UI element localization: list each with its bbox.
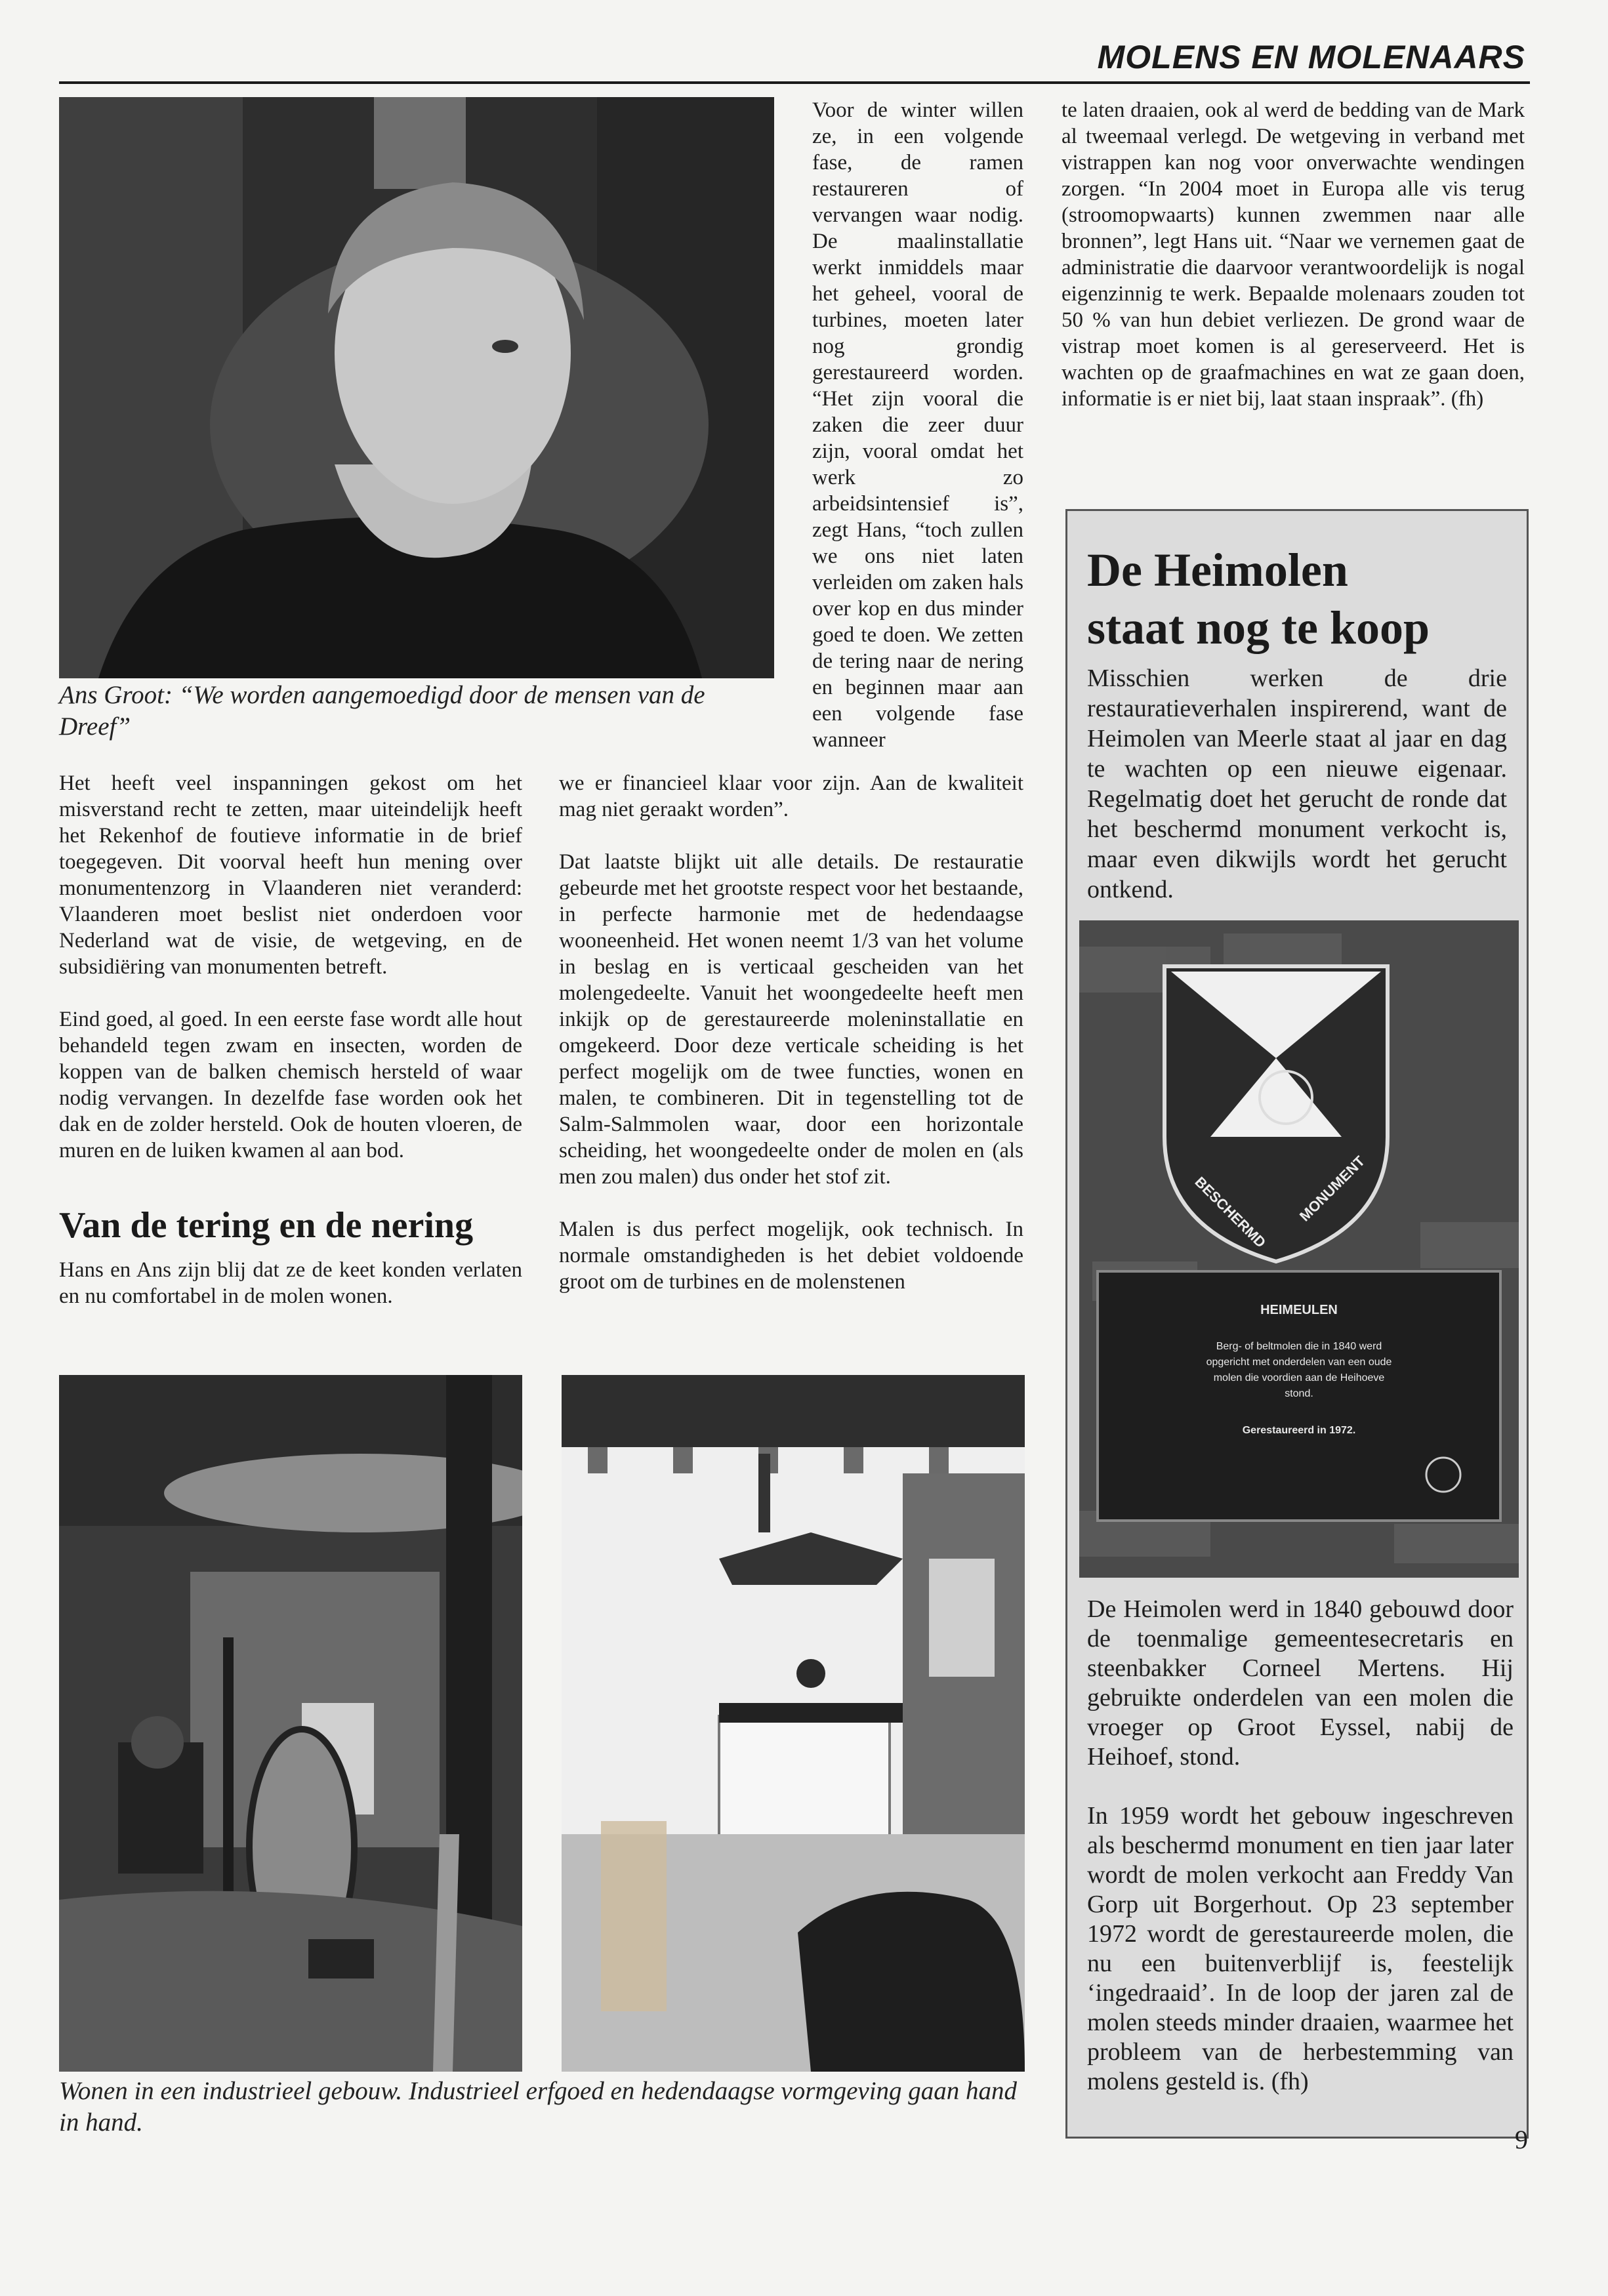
sidebar-title-line: staat nog te koop <box>1087 602 1430 654</box>
paragraph: Hans en Ans zijn blij dat ze de keet konden verlaten en nu comfortabel in de molen wonen. <box>59 1258 522 1308</box>
paragraph: Malen is dus perfect mogelijk, ook technisch. In normale omstandigheden is het debiet voldoende groot om de turbines en de molenstenen <box>559 1218 1023 1294</box>
portrait-caption: Ans Groot: “We worden aangemoedigd door de mensen van de Dreef” <box>59 681 705 741</box>
sign-line: stond. <box>1285 1388 1313 1399</box>
paragraph: In 1959 wordt het gebouw ingeschreven als beschermd monument en tien jaar later wordt de molen verkocht aan Freddy Van Gorp uit Borgerhout. Op 23 september 1972 wordt de gerestaureerde molen, die nu een buitenverblijf is, feestelijk ‘ingedraaid’. In de loop der jaren zal de molen steeds minder draaien, waarmee het probleem van de herbestemming van molens gesteld is. (fh) <box>1087 1802 1514 2095</box>
sign-line: molen die voordien aan de Heihoeve <box>1213 1372 1385 1384</box>
sidebar-title <box>1087 541 1430 657</box>
subheading: Van de tering en de nering <box>59 1205 474 1246</box>
header-rule <box>59 81 1530 84</box>
portrait-photo <box>59 97 774 678</box>
shield-text-right: MONUMENT <box>1296 1153 1369 1225</box>
section-title: MOLENS EN MOLENAARS <box>1097 39 1525 75</box>
column-left-top <box>59 770 522 1164</box>
shield-text-left: BESCHERMD <box>1191 1173 1269 1251</box>
paragraph: te laten draaien, ook al werd de bedding van de Mark al tweemaal verlegd. De wetgeving in verband met vistrappen kan nog voor onverwachte wendingen zorgen. “In 2004 moet in Europa alle vis terug (stroomopwaarts) kunnen zwemmen naar alle bronnen”, legt Hans uit. “Naar we vernemen gaat de administratie die daarvoor verantwoordelijk is nogal eigenzinnig te werk. Bepaalde molenaars zouden tot 50 % van hun debiet verliezen. De grond waar de vistrap moet komen is al gereserveerd. Het is wachten op de graafmachines en wat ze gaan doen, informatie is er niet bij, laat staan inspraak”. (fh) <box>1062 98 1525 411</box>
sign-line: Berg- of beltmolen die in 1840 werd <box>1216 1341 1382 1352</box>
sidebar-title-line: De Heimolen <box>1087 544 1348 596</box>
page-number: 9 <box>1515 2125 1528 2154</box>
paragraph: Eind goed, al goed. In een eerste fase wordt alle hout behandeld tegen zwam en insecten, worden de koppen van de balken chemisch hersteld of waar nodig vervangen. In dezelfde fase worden ook het dak en de zolder hersteld. Ook de houten vloeren, de muren en de luiken kwamen al aan bod. <box>59 1008 522 1162</box>
plaque-photo <box>1079 920 1519 1578</box>
sign-line: opgericht met onderdelen van een oude <box>1206 1357 1392 1368</box>
paragraph: we er financieel klaar voor zijn. Aan de kwaliteit mag niet geraakt worden”. <box>559 771 1023 821</box>
column-middle-intro <box>812 97 1023 753</box>
sidebar-body <box>1087 1595 1514 2126</box>
sidebar-intro: Misschien werken de drie restauratieverhalen inspirerend, want de Heimolen van Meerle staat al jaar en dag te wachten op een nieuwe eigenaar. Regelmatig doet het gerucht de ronde dat het beschermd monument verkocht is, maar even dikwijls wordt het gerucht ontkend. <box>1087 665 1507 903</box>
kitchen-interior-photo <box>562 1375 1025 2072</box>
column-left-bottom <box>59 1257 522 1309</box>
column-middle <box>559 770 1023 1295</box>
paragraph: Voor de winter willen ze, in een volgende fase, de ramen restaureren of vervangen waar nodig. De maalinstallatie werkt inmiddels maar het geheel, vooral de turbines, moeten later nog grondig gerestaureerd worden. “Het zijn vooral die zaken die zeer duur zijn, vooral omdat het werk zo arbeidsintensief is”, zegt Hans, “toch zullen we ons niet laten verleiden om zaken hals over kop en dus minder goed te doen. We zetten de tering naar de nering en beginnen maar aan een volgende fase wanneer <box>812 98 1023 752</box>
paragraph: Dat laatste blijkt uit alle details. De restauratie gebeurde met het grootste respect voor het bestaande, in perfecte harmonie met de hedendaagse wooneenheid. Het wonen neemt 1/3 van het volume in beslag en is verticaal gescheiden van het molengedeelte. Vanuit het woongedeelte heeft men inkijk op de gerestaureerde moleninstallatie en omgekeerd. Door deze verticale scheiding is het perfect mogelijk om de twee functies, wonen en malen, te combineren. Dit in tegenstelling tot de Salm-Salmmolen waar, door een horizontale scheiding, het woongedeelte onder de molen en (als men zou malen) dus onder het stof zit. <box>559 850 1023 1189</box>
sign-title: HEIMEULEN <box>1260 1303 1338 1317</box>
column-right <box>1062 97 1525 412</box>
paragraph: De Heimolen werd in 1840 gebouwd door de toenmalige gemeentesecretaris en steenbakker Corneel Mertens. Hij gebruikte onderdelen van een molen die vroeger op Groot Eyssel, nabij de Heihoef, stond. <box>1087 1595 1514 1771</box>
sidebar-box <box>1065 509 1529 2139</box>
bottom-photos-caption: Wonen in een industrieel gebouw. Industrieel erfgoed en hedendaagse vormgeving gaan hand in hand. <box>59 2077 1018 2137</box>
paragraph: Het heeft veel inspanningen gekost om het misverstand recht te zetten, maar uiteindelijk heeft het Rekenhof de foutieve informatie in de brief toegegeven. Dit voorval heeft hun mening over monumentenzorg in Vlaanderen niet veranderd: Vlaanderen moet beslist niet onderdoen voor Nederland wat de visie, de wetgeving, en de subsidiëring van monumenten betreft. <box>59 771 522 979</box>
sign-restored: Gerestaureerd in 1972. <box>1242 1425 1356 1436</box>
mill-machinery-photo <box>59 1375 522 2072</box>
